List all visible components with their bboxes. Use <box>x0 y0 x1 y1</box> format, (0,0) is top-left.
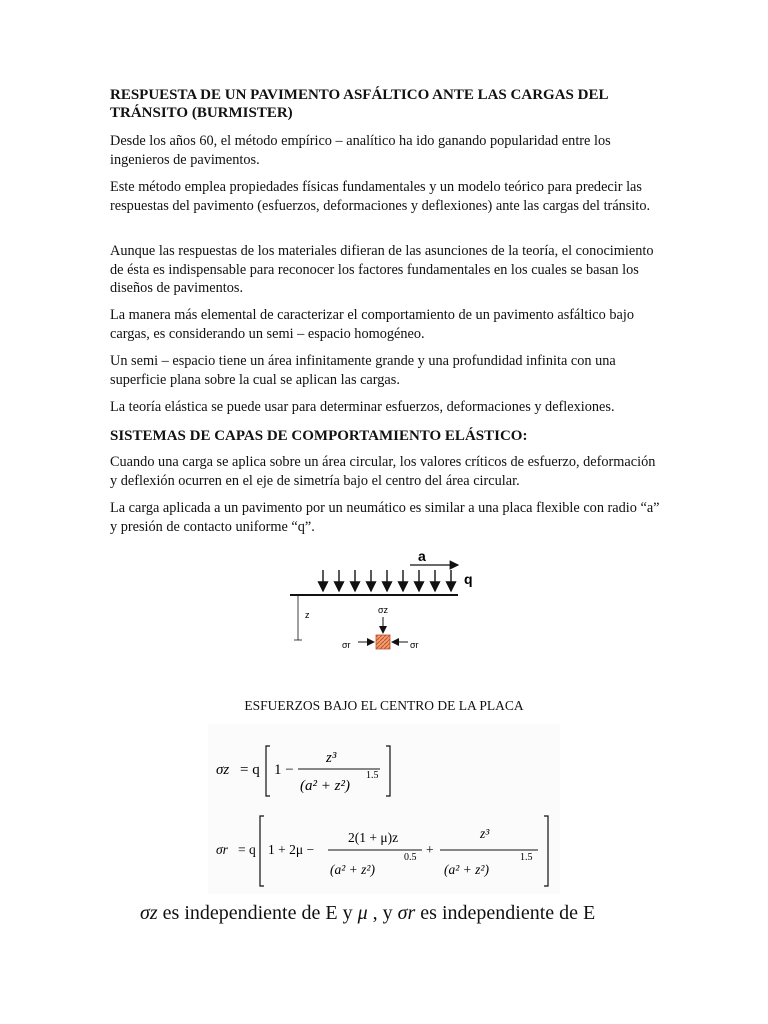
eq2-plus: + <box>426 842 434 857</box>
eq1-exponent: 1.5 <box>366 770 379 781</box>
paragraph-6: La teoría elástica se puede usar para determinar esfuerzos, deformaciones y deflexiones. <box>110 399 615 415</box>
equation-sigma-z <box>216 746 390 796</box>
paragraph-5: Un semi – espacio tiene un área infinitamente grande y una profundidad infinita con una superficie plana sobre la cual se aplican las cargas. <box>110 353 616 388</box>
radius-label: a <box>418 548 426 564</box>
summary-part1: es independiente de E y <box>162 902 353 924</box>
eq1-one: 1 − <box>274 762 294 778</box>
paragraph-1: Desde los años 60, el método empírico – analítico ha ido ganando popularidad entre los ingenieros de pavimentos. <box>110 133 611 168</box>
summary-part3: es independiente de E <box>420 902 596 924</box>
load-arrows <box>323 570 451 591</box>
eq1-lhs: σz <box>216 762 230 778</box>
equations-panel <box>208 724 560 894</box>
figure-caption: ESFUERZOS BAJO EL CENTRO DE LA PLACA <box>244 698 524 713</box>
sigma-r-left-label: σr <box>342 640 351 650</box>
eq2-exponent: 0.5 <box>404 852 417 863</box>
eq2-term1: 1 + 2μ − <box>268 842 315 857</box>
eq2-denominator: (a² + z²) <box>330 862 375 877</box>
sigma-r-right-label: σr <box>410 640 419 650</box>
paragraph-2: Este método emplea propiedades físicas fundamentales y un modelo teórico para predecir las respuestas del pavimento (esfuerzos, deformaciones y deflexiones) ante las cargas del tránsito. <box>110 179 651 214</box>
eq1-equals: = q <box>240 762 260 778</box>
section-subtitle: SISTEMAS DE CAPAS DE COMPORTAMIENTO ELÁSTICO: <box>110 428 528 444</box>
paragraph-4: La manera más elemental de caracterizar el comportamiento de un pavimento asfáltico bajo cargas, es considerando un semi – espacio homogéneo. <box>110 307 634 342</box>
eq2-numerator-2: z³ <box>480 826 490 841</box>
load-diagram <box>280 545 500 660</box>
sigma-z-label: σz <box>378 605 389 615</box>
summary-mu: μ <box>357 902 368 924</box>
eq2-exponent-2: 1.5 <box>520 852 533 863</box>
eq2-equals: = q <box>238 842 256 857</box>
summary-sigma-z: σz <box>140 902 158 924</box>
summary-part2: , y <box>372 902 393 924</box>
eq1-numerator: z³ <box>326 750 337 766</box>
pressure-label: q <box>464 571 473 587</box>
stress-element <box>376 635 390 649</box>
eq1-denominator: (a² + z²) <box>300 778 350 794</box>
depth-label: z <box>305 610 310 620</box>
paragraph-3: Aunque las respuestas de los materiales difieran de las asunciones de la teoría, el conocimiento de ésta es indispensable para reconocer los factores fundamentales en los cuales se basan los diseños de pavimentos. <box>110 243 654 296</box>
eq2-numerator: 2(1 + μ)z <box>348 830 399 845</box>
summary-line <box>140 902 595 925</box>
eq2-lhs: σr <box>216 842 228 857</box>
paragraph-7: Cuando una carga se aplica sobre un área circular, los valores críticos de esfuerzo, deformación y deflexión ocurren en el eje de simetría bajo el centro del área circular. <box>110 454 656 489</box>
paragraph-8: La carga aplicada a un pavimento por un neumático es similar a una placa flexible con radio “a” y presión de contacto uniforme “q”. <box>110 500 660 535</box>
document-title: RESPUESTA DE UN PAVIMENTO ASFÁLTICO ANTE LAS CARGAS DEL TRÁNSITO (BURMISTER) <box>110 87 608 121</box>
equation-sigma-r <box>216 816 548 886</box>
summary-sigma-r: σr <box>397 902 416 924</box>
eq2-denominator-2: (a² + z²) <box>444 862 489 877</box>
